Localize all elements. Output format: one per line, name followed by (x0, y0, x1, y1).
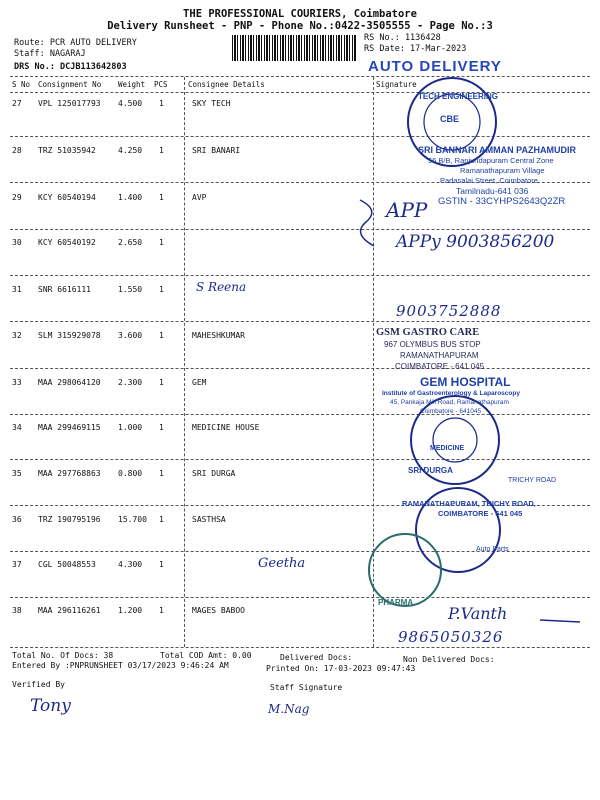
handwritten-name: Geetha (258, 556, 306, 571)
staff-label: Staff: NAGARAJ (14, 49, 86, 59)
durga-stamp-name: SRI DURGA (408, 466, 453, 475)
handwritten-signature: APPy 9003856200 (396, 232, 555, 252)
amman-stamp-line1: 56 B/B, Ranjundapuram Central Zone (428, 156, 554, 165)
handwritten-phone: 9003752888 (396, 302, 502, 320)
gem-stamp-line1: Institute of Gastroenterology & Laparoscopy (382, 390, 520, 397)
gastro-stamp-line2: RAMANATHAPURAM (400, 351, 479, 360)
amman-stamp-line4: Tamilnadu-641 036 (456, 186, 529, 196)
handwritten-signature: APP (386, 198, 428, 222)
brace-mark (360, 200, 374, 246)
amman-stamp-name: SRI BANNARI AMMAN PAZHAMUDIR (418, 145, 576, 155)
runsheet-subtitle: Delivery Runsheet - PNP - Phone No.:0422-3505555 - Page No.:3 (107, 20, 493, 32)
handwritten-signature: S Reena (196, 280, 247, 294)
handwritten-signature: P.Vanth (448, 604, 508, 623)
runsheet-page: THE PROFESSIONAL COURIERS, Coimbatore Delivery Runsheet - PNP - Phone No.:0422-3505555 - Page No.:3 Route: PCR AUTO DELIVERY Staff: NAGARAJ DRS No.: DCJB113642803 RS No.: 1136428 RS Date: 17-Mar-2023 AUTO DELIVERY S No Consignment No Weight PCS Consignee Details Signature 27 VPL 125017793 4.500 1 SKY TECH 28 TRZ 51035942 4.250 1 SRI BANARI 29 KCY 60540194 1.400 1 AVP 30 KCY 60540192 2.650 1 31 SNR 6616111 1.550 1 32 SLM 315929078 3.600 1 MAHESHKUMAR 33 MAA 298064120 2.300 1 GEM 34 MAA 299469115 1.000 1 MEDICINE HOUSE 35 MAA 297768863 0.800 1 SRI DURGA 36 TRZ 190795196 15.700 1 SASTHSA 37 CGL 50048553 4.300 1 38 MAA 296116261 1.200 1 MAGES BABOO TECH ENGINEERING CBE SRI BANNARI AMMAN PAZHAMUDIR 56 B/B, Ranjundapuram Central Zone Ramanathapuram Village Padasalai Street, Coimbatore Tamilnadu-641 036 GSTIN - 33CYHPS2643Q2ZR GSM GASTRO CARE 967 OLYMBUS BUS STOP RAMANATHAPURAM COIMBATORE - 641 045 GEM HOSPITAL Institute of Gastroenterology & Laparoscopy 45, Pankaja Mill Road, Ramanathapuram Coimbatore - 641045 MEDICINE SRI DURGA TRICHY ROAD RAMANATHAPURAM, TRICHY ROAD, COIMBATORE - 641 045 Auto Parts PHARMA APP APPy 9003856200 S Reena 9003752888 Geetha P.Vanth 9865050326 Tony M.Nag Total No. Of Docs: 38 Total COD Amt: 0.00 Delivered Docs: Non Delivered Docs: Entered By :PNPRUNSHEET 03/17/2023 9:46:24 AM Printed On: 17-03-2023 09:47:43 Verified By Staff Signature (0, 0, 600, 800)
amman-stamp-line2: Ramanathapuram Village (460, 166, 545, 175)
col-consignment: Consignment No (38, 80, 102, 89)
col-consignee: Consignee Details (188, 80, 265, 89)
total-cod: Total COD Amt: 0.00 (160, 651, 252, 660)
verified-signature: Tony (30, 696, 71, 716)
handwritten-phone: 9865050326 (398, 628, 504, 646)
durga-stamp-line2: RAMANATHAPURAM, TRICHY ROAD, (402, 499, 536, 508)
col-signature: Signature (376, 80, 417, 89)
col-weight: Weight (118, 80, 146, 89)
gastro-stamp-name: GSM GASTRO CARE (376, 327, 480, 338)
gem-stamp-line2: 45, Pankaja Mill Road, Ramanathapuram (390, 399, 509, 406)
gastro-stamp-line3: COIMBATORE - 641 045 (395, 362, 485, 371)
gem-stamp-line3: Coimbatore - 641045 (420, 408, 482, 415)
durga-stamp-line3: COIMBATORE - 641 045 (438, 509, 523, 518)
staff-signature-mark: M.Nag (268, 702, 310, 716)
non-delivered-docs: Non Delivered Docs: (403, 655, 495, 664)
printed-on: Printed On: 17-03-2023 09:47:43 (266, 664, 416, 673)
amman-stamp-line3: Padasalai Street, Coimbatore (440, 176, 538, 185)
staff-signature-label: Staff Signature (270, 683, 343, 692)
durga-stamp-line1: TRICHY ROAD (508, 477, 557, 484)
delivered-docs: Delivered Docs: (280, 653, 353, 662)
rs-date: RS Date: 17-Mar-2023 (364, 44, 467, 54)
signature-stroke (540, 620, 580, 622)
pharma-seal (369, 534, 441, 606)
cbe-stamp: CBE (440, 114, 460, 124)
medicine-seal-text: MEDICINE (430, 445, 465, 452)
drs-number: DRS No.: DCJB113642803 (14, 62, 127, 72)
auto-delivery-stamp: AUTO DELIVERY (368, 58, 502, 75)
medicine-house-inner-ring (433, 418, 477, 462)
gem-stamp-name: GEM HOSPITAL (420, 375, 511, 389)
auto-parts-stamp: Auto Parts (476, 546, 509, 553)
gstin-stamp: GSTIN - 33CYHPS2643Q2ZR (438, 196, 566, 207)
gastro-stamp-line1: 967 OLYMBUS BUS STOP (384, 340, 481, 349)
total-docs: Total No. Of Docs: 38 (12, 651, 114, 660)
pharma-stamp: PHARMA (378, 598, 414, 607)
col-sno: S No (12, 80, 31, 89)
rs-number: RS No.: 1136428 (364, 33, 441, 43)
verified-by-label: Verified By (12, 680, 65, 689)
col-pcs: PCS (154, 80, 168, 89)
entered-by: Entered By :PNPRUNSHEET 03/17/2023 9:46:24 AM (12, 661, 229, 670)
route-label: Route: PCR AUTO DELIVERY (14, 38, 137, 48)
company-title: THE PROFESSIONAL COURIERS, Coimbatore (183, 8, 417, 20)
tech-engineering-stamp: TECH ENGINEERING (418, 92, 499, 101)
